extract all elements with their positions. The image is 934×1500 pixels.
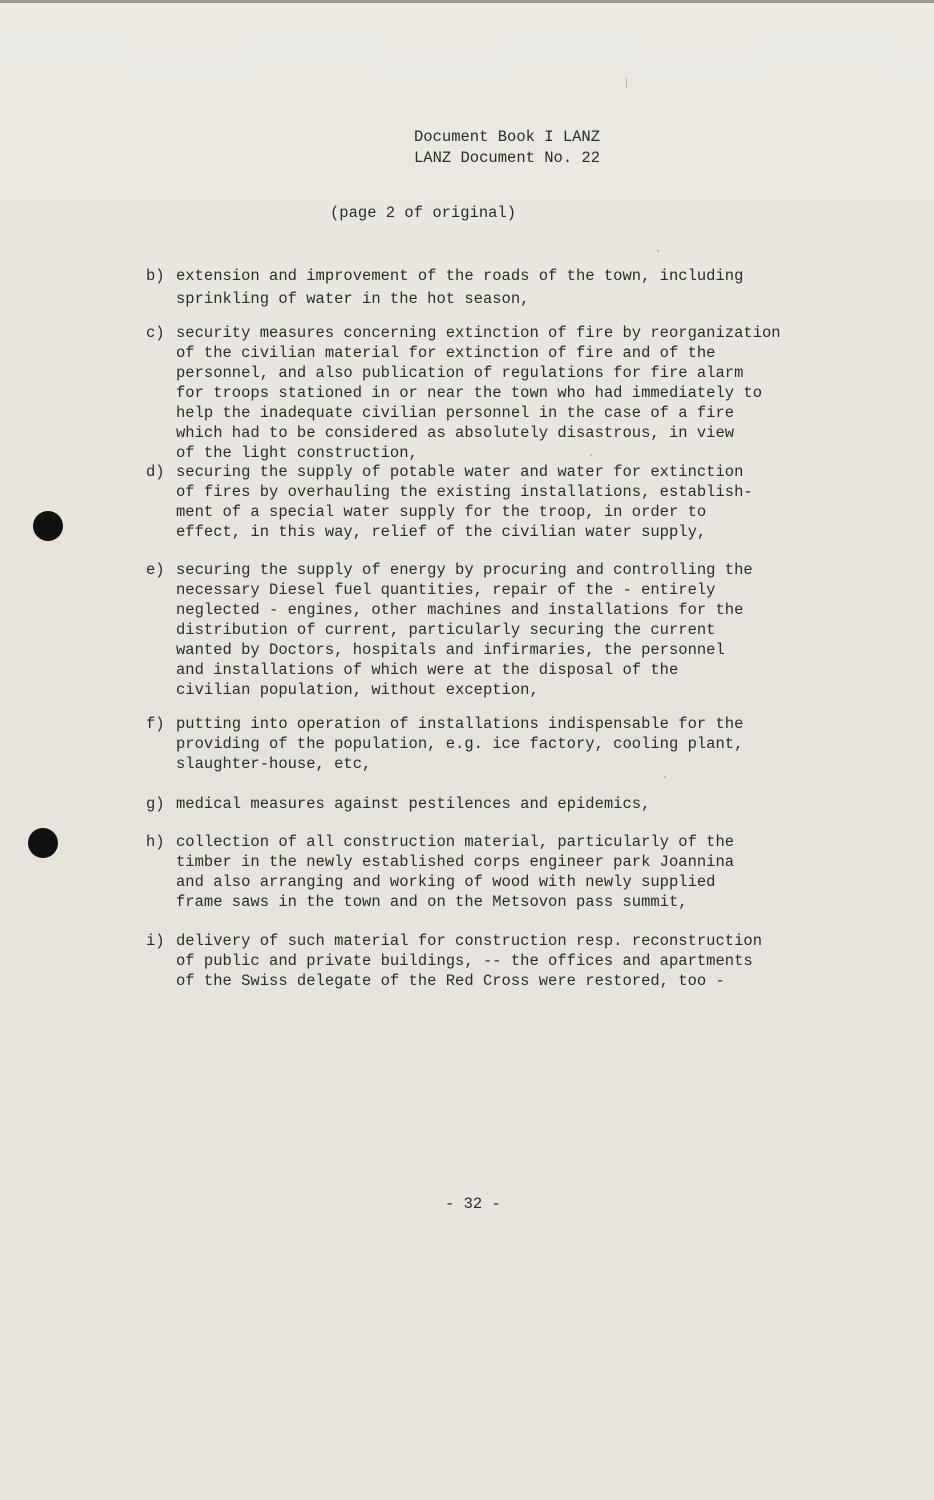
punch-hole-bottom [28,828,58,858]
list-item-b [146,265,743,311]
item-line: neglected - engines, other machines and installations for the [176,601,744,619]
list-item-g [146,794,650,814]
item-label: b) [146,267,165,285]
item-line: of fires by overhauling the existing installations, establish- [176,483,753,501]
item-line: of the Swiss delegate of the Red Cross were restored, too - [176,972,725,990]
item-line: medical measures against pestilences and epidemics, [176,795,651,813]
punch-hole-top [33,511,63,541]
list-item-c [146,323,781,463]
item-line: and installations of which were at the disposal of the [176,661,679,679]
page-reference: (page 2 of original) [330,204,517,222]
item-line: wanted by Doctors, hospitals and infirmaries, the personnel [176,641,725,659]
list-item-f [146,714,743,774]
item-label: i) [146,932,165,950]
item-line: and also arranging and working of wood with newly supplied [176,873,716,891]
page-number: - 32 - [445,1195,501,1213]
list-item-d [146,462,753,542]
item-label: g) [146,795,165,813]
item-line: timber in the newly established corps engineer park Joannina [176,853,735,871]
item-line: civilian population, without exception, [176,681,539,699]
item-line: of the light construction, [176,444,418,462]
page-top-edge [0,0,934,3]
item-line: of the civilian material for extinction of fire and of the [176,344,716,362]
item-label: h) [146,833,165,851]
item-line: which had to be considered as absolutely disastrous, in view [176,424,735,442]
item-line: help the inadequate civilian personnel in the case of a fire [176,404,735,422]
item-line: sprinkling of water in the hot season, [176,290,530,308]
item-line: frame saws in the town and on the Metsovon pass summit, [176,893,688,911]
item-line: security measures concerning extinction of fire by reorganization [176,324,781,342]
item-line: effect, in this way, relief of the civilian water supply, [176,523,707,541]
list-item-i [146,931,762,991]
list-item-e [146,560,753,700]
document-header [414,127,600,169]
item-label: c) [146,324,165,342]
item-line: collection of all construction material, particularly of the [176,833,735,851]
item-line: delivery of such material for construction resp. reconstruction [176,932,762,950]
item-line: distribution of current, particularly securing the current [176,621,716,639]
item-label: f) [146,715,165,733]
item-line: ment of a special water supply for the troop, in order to [176,503,707,521]
item-line: providing of the population, e.g. ice factory, cooling plant, [176,735,744,753]
item-line: slaughter-house, etc, [176,755,372,773]
item-label: e) [146,561,165,579]
item-label: d) [146,463,165,481]
item-line: personnel, and also publication of regulations for fire alarm [176,364,744,382]
item-line: necessary Diesel fuel quantities, repair of the - entirely [176,581,716,599]
item-line: putting into operation of installations indispensable for the [176,715,744,733]
speck [664,776,666,778]
header-line-1: Document Book I LANZ [414,128,601,146]
header-line-2: LANZ Document No. 22 [414,149,601,167]
item-line: of public and private buildings, -- the offices and apartments [176,952,753,970]
item-line: for troops stationed in or near the town who had immediately to [176,384,762,402]
item-line: securing the supply of potable water and water for extinction [176,463,744,481]
pencil-mark [626,78,627,88]
item-line: securing the supply of energy by procuring and controlling the [176,561,753,579]
item-line: extension and improvement of the roads of the town, including [176,267,744,285]
list-item-h [146,832,734,912]
speck [657,250,659,252]
